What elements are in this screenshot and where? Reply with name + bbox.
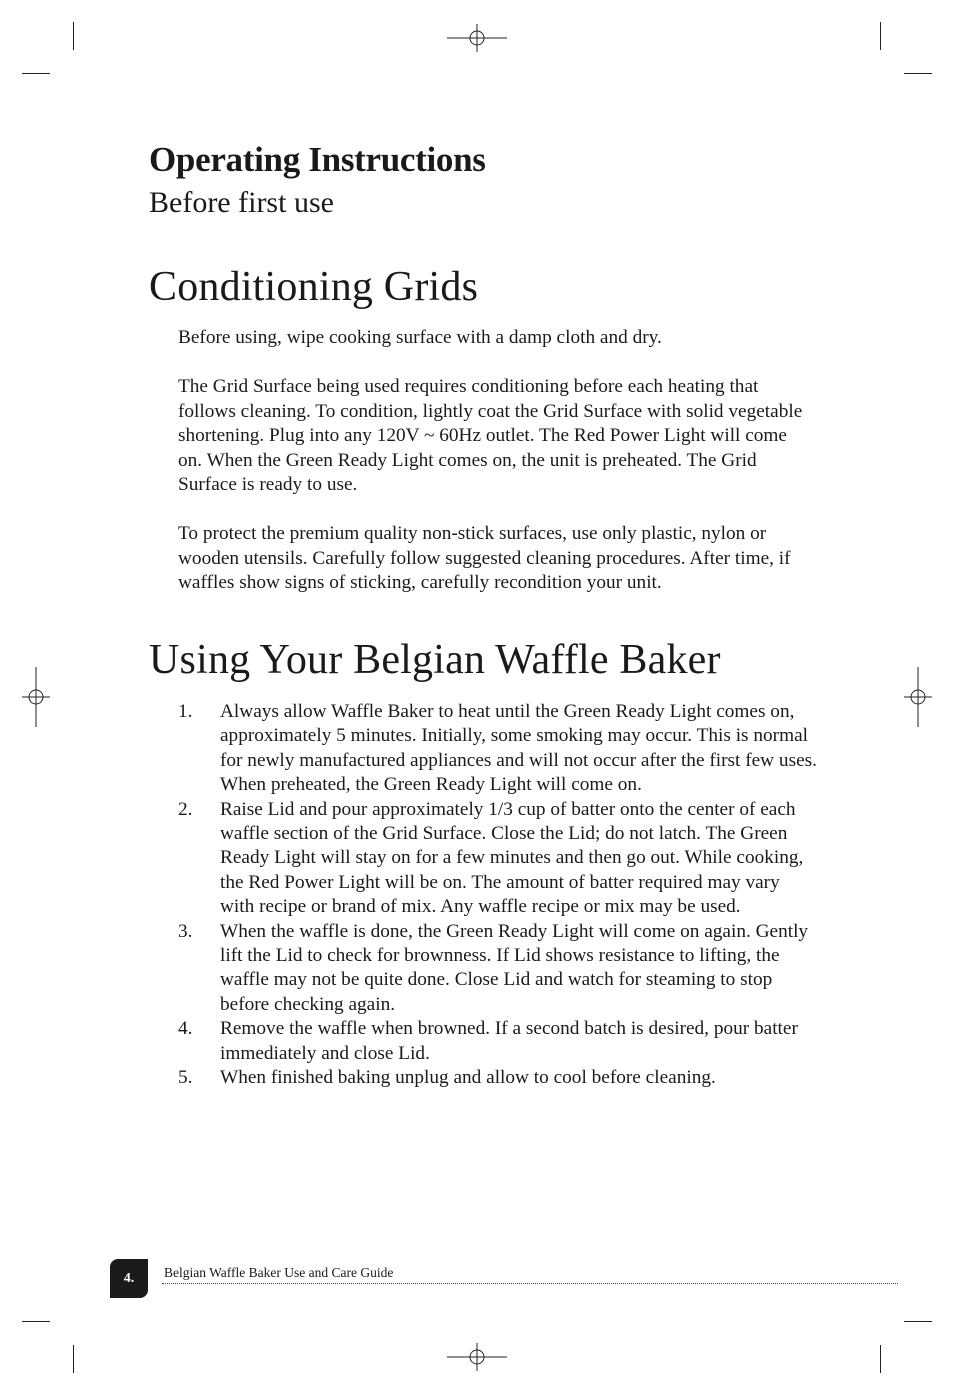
page-subtitle: Before first use (149, 186, 334, 219)
step-number: 5. (178, 1067, 193, 1089)
section-title-conditioning: Conditioning Grids (149, 264, 479, 310)
step-text: When the waffle is done, the Green Ready Light will come on again. Gently lift the Lid to check for brownness. If Lid shows resistance to lifting, the waffle may not be quite done. Close Lid and watch for steaming to stop before checking again. (220, 920, 809, 1015)
page-title: Operating Instructions (149, 140, 486, 179)
crop-mark (904, 1321, 932, 1322)
registration-mark-icon (447, 1341, 507, 1373)
step-text: When finished baking unplug and allow to cool before cleaning. (220, 1067, 716, 1089)
footer-divider (162, 1283, 898, 1284)
step-number: 1. (178, 701, 193, 722)
paragraph: To protect the premium quality non-stick surfaces, use only plastic, nylon or wooden utensils. Carefully follow suggested cleaning procedures. After time, if waffles show signs of sticking, carefully recondition your unit. (178, 523, 791, 593)
list-item (178, 1066, 818, 1090)
crop-mark (73, 22, 74, 50)
page-number-badge: 4. (110, 1259, 148, 1298)
step-text: Raise Lid and pour approximately 1/3 cup of batter onto the center of each waffle section of the Grid Surface. Close the Lid; do not latch. The Green Ready Light will stay on for a few minutes and then go out. While cooking, the Red Power Light will be on. The amount of batter required may vary with recipe or brand of mix. Any waffle recipe or mix may be used. (220, 798, 804, 918)
step-text: Always allow Waffle Baker to heat until the Green Ready Light comes on, approximately 5 minutes. Initially, some smoking may occur. This is normal for newly manufactured appliances and will not occur after the first few uses. When preheated, the Green Ready Light will come on. (220, 701, 817, 796)
step-number: 2. (178, 798, 193, 820)
crop-mark (73, 1345, 74, 1373)
registration-mark-icon (20, 667, 52, 727)
paragraph: The Grid Surface being used requires conditioning before each heating that follows cleaning. To condition, lightly coat the Grid Surface with solid vegetable shortening. Plug into any 120V ~ 60Hz outlet. The Red Power Light will come on. When the Green Ready Light comes on, the unit is preheated. The Grid Surface is ready to use. (178, 376, 803, 495)
list-item (178, 798, 818, 920)
registration-mark-icon (902, 667, 934, 727)
step-text: Remove the waffle when browned. If a second batch is desired, pour batter immediately and close Lid. (220, 1018, 798, 1064)
footer-guide-title: Belgian Waffle Baker Use and Care Guide (164, 1265, 394, 1280)
list-item (178, 700, 818, 798)
step-number: 4. (178, 1018, 193, 1040)
crop-mark (904, 73, 932, 74)
list-item (178, 920, 818, 1018)
crop-mark (880, 22, 881, 50)
registration-mark-icon (447, 22, 507, 54)
crop-mark (880, 1345, 881, 1373)
paragraph: Before using, wipe cooking surface with a damp cloth and dry. (178, 327, 662, 348)
step-number: 3. (178, 920, 193, 942)
steps-list (178, 700, 818, 1091)
list-item (178, 1017, 818, 1066)
section-title-using: Using Your Belgian Waffle Baker (149, 637, 721, 683)
crop-mark (22, 73, 50, 74)
crop-mark (22, 1321, 50, 1322)
